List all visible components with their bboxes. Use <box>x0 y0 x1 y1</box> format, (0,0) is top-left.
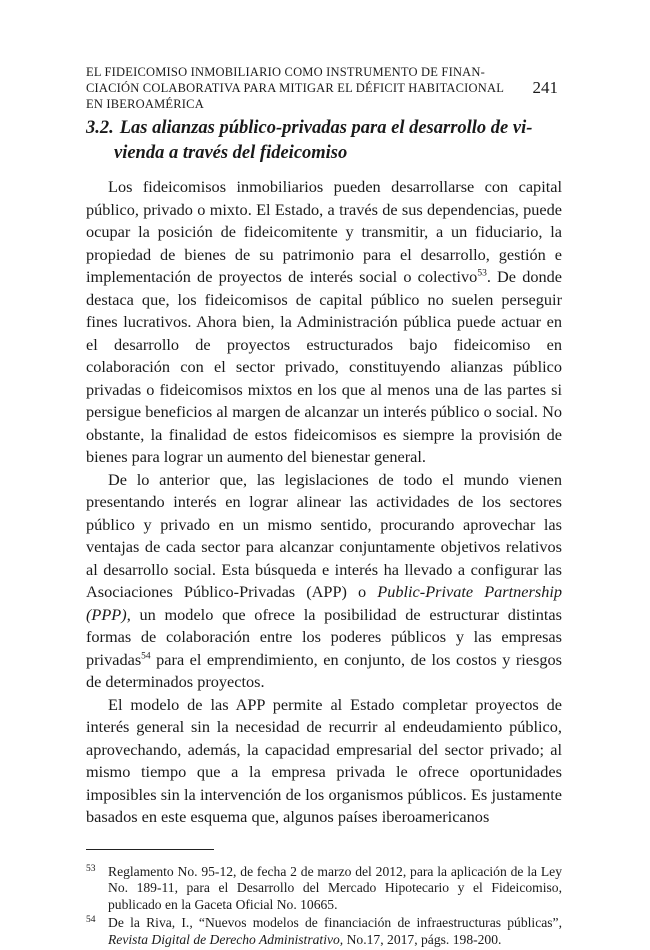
paragraph-italic-term: Public-Private Partnership (PPP) <box>86 582 563 624</box>
paragraph-text: De lo anterior que, las legislaciones de todo el mundo vienen presentando interés en lograr alinear las actividades de los sectores público y privado en un mismo sentido, procurando aprovechar las ventajas de cada sector para alcanzar conjuntamente objetivos relativos al desarrollo social. Esta búsqueda e interés ha llevado a configurar las Asociaciones Público-Privadas (APP) o <box>86 469 562 601</box>
footnote-ref-53[interactable]: 53 <box>477 268 487 279</box>
footnote-text <box>108 915 562 947</box>
paragraph-1 <box>86 176 562 469</box>
footnote-text-part: No.17, 2017, págs. 198-200. <box>343 931 502 947</box>
paragraph-3: El modelo de las APP permite al Estado completar proyectos de interés general sin la necesidad de recurrir al endeudamiento público, aprovechando, además, la capacidad empresarial del sector privado; al mismo tiempo que a la empresa privada le ofrece oportunidades imposibles sin la intervención de los organismos públicos. Es justamente basados en este esquema que, algunos países iberoamericanos <box>86 694 562 826</box>
footnote-divider <box>86 849 214 850</box>
running-title-line: EL FIDEICOMISO INMOBILIARIO COMO INSTRUMENTO DE FINAN- <box>86 65 485 79</box>
running-header <box>86 64 562 112</box>
paragraph-text: Los fideicomisos inmobiliarios pueden desarrollarse con capital público, privado o mixto. El Estado, a través de sus dependencias, puede ocupar la posición de fideicomitente y transmitir, a un fiduciario, la propiedad de bienes de su patrimonio para el desarrollo, gestión e implementación de proyectos de interés social o colectivo <box>86 177 562 286</box>
page <box>86 64 562 950</box>
footnote-ref-54[interactable]: 54 <box>141 651 151 662</box>
running-title <box>86 64 518 112</box>
paragraph-text: . De donde destaca que, los fideicomisos de capital público no suelen perseguir fines lucrativos. Ahora bien, la Administración pública puede actuar en el desarrollo de proyectos estructurados bajo fideicomiso en colaboración con el sector privado, constituyendo alianzas público privadas o fideicomisos mixtos en los que al menos una de las partes si persigue beneficios al margen de alcanzar un interés público o social. No obstante, la finalidad de estos fideicomisos es siempre la provisión de bienes para lograr un aumento del bienestar general. <box>86 267 562 466</box>
footnote-mark: 54 <box>86 915 96 925</box>
page-number: 241 <box>532 78 558 97</box>
paragraph-2 <box>86 469 562 694</box>
paragraph-text: , un modelo que ofrece la posibilidad de estructurar distintas formas de colaboración entre los poderes públicos y las empresas privadas <box>86 604 562 669</box>
running-title-line: CIACIÓN COLABORATIVA PARA MITIGAR EL DÉFICIT HABITACIONAL <box>86 81 505 95</box>
section-heading <box>86 116 562 166</box>
section-title-line-2: vienda a través del fideicomiso <box>114 143 348 163</box>
footnote-text-part: De la Riva, I., “Nuevos modelos de financiación de infraestructuras públicas”, <box>108 915 562 930</box>
section-title-line-1: Las alianzas público-privadas para el desarrollo de vi- <box>119 118 533 138</box>
footnote-53 <box>86 864 562 914</box>
footnote-mark: 53 <box>86 863 96 874</box>
footnote-journal-title: Revista Digital de Derecho Administrativo, <box>108 931 344 947</box>
body-text <box>86 176 562 829</box>
footnote-text: Reglamento No. 95-12, de fecha 2 de marzo del 2012, para la aplicación de la Ley No. 189-11, para el Desarrollo del Mercado Hipotecario y el Fideicomiso, publicado en la Gaceta Oficial No. 10665. <box>108 863 562 912</box>
footnotes <box>86 864 562 949</box>
paragraph-text: para el emprendimiento, en conjunto, de los costos y riesgos de determinados proyectos. <box>86 649 562 691</box>
section-number: 3.2. <box>86 118 114 138</box>
running-title-line: EN IBEROAMÉRICA <box>86 97 204 111</box>
